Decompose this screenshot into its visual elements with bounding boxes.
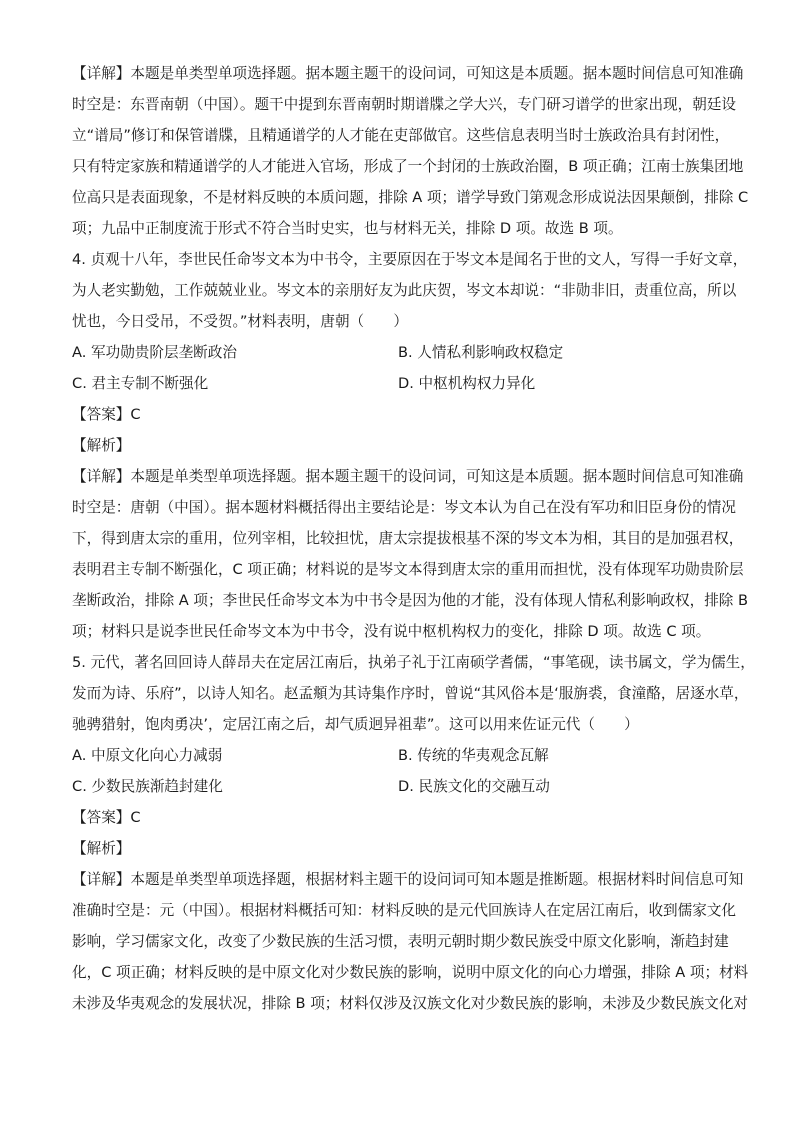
text-line: 【详解】本题是单类型单项选择题，根据材料主题干的设问词可知本题是推断题。根据材料时间信息可知 — [72, 871, 744, 888]
q4-stem — [72, 244, 748, 337]
q3-detail-paragraph — [72, 58, 749, 244]
text-line: 只有特定家族和精通谱学的人才能进入官场，形成了一个封闭的士族政治圈，B 项正确；江南士族集团地 — [72, 158, 744, 175]
text-line: 下，得到唐太宗的重用，位列宰相，比较担忧，唐太宗提拔根基不深的岑文本为相，其目的是加强君权， — [72, 530, 744, 547]
text-line: 忧也，今日受吊，不受贺。”材料表明，唐朝（ ） — [72, 313, 408, 330]
text-line: 垄断政治，排除 A 项；李世民任命岑文本为中书令是因为他的才能，没有体现人情私利影响政权，排除 B — [72, 592, 749, 609]
text-line: 时空是：唐朝（中国）。据本题材料概括得出主要结论是：岑文本认为自己在没有军功和旧臣身份的情况 — [72, 499, 737, 516]
q5-answer: 【答案】C — [72, 809, 141, 826]
q5-options-row-2 — [72, 771, 722, 802]
q5-analysis-heading: 【解析】 — [72, 840, 131, 857]
q5-detail-paragraph — [72, 864, 749, 1019]
q4-options-row-1 — [72, 337, 722, 368]
q5-option-d: D. 民族文化的交融互动 — [398, 778, 550, 795]
text-line: 【详解】本题是单类型单项选择题。据本题主题干的设问词，可知这是本质题。据本题时间信息可知准确 — [72, 65, 744, 82]
document-page — [72, 58, 755, 1019]
text-line: 驰骋猎射，饱肉勇决’，定居江南之后，却气质迥异祖辈”。这可以用来佐证元代（ ） — [72, 716, 639, 733]
text-line: 位高只是表面现象，不是材料反映的本质问题，排除 A 项；谱学导致门第观念形成说法因果颠倒，排除 C — [72, 189, 749, 206]
q4-answer: 【答案】C — [72, 406, 141, 423]
text-line: 5. 元代，著名回回诗人薛昂夫在定居江南后，执弟子礼于江南硕学耆儒，“事笔砚，读书属文，学为儒生， — [72, 654, 755, 671]
text-line: 立“谱局”修订和保管谱牒，且精通谱学的人才能在吏部做官。这些信息表明当时士族政治具有封闭性， — [72, 127, 730, 144]
text-line: 项；九品中正制度流于形式不符合当时史实，也与材料无关，排除 D 项。故选 B 项。 — [72, 220, 623, 237]
q4-analysis-heading: 【解析】 — [72, 437, 131, 454]
text-line: 为人老实勤勉，工作兢兢业业。岑文本的亲朋好友为此庆贺，岑文本却说：“非勋非旧，责重位高，所以 — [72, 282, 737, 299]
text-line: 时空是：东晋南朝（中国）。题干中提到东晋南朝时期谱牒之学大兴，专门研习谱学的世家出现，朝廷设 — [72, 96, 737, 113]
q4-option-d: D. 中枢机构权力异化 — [398, 375, 536, 392]
text-line: 化，C 项正确；材料反映的是中原文化对少数民族的影响，说明中原文化的向心力增强，排除 A 项；材料 — [72, 964, 749, 981]
q5-option-a: A. 中原文化向心力减弱 — [72, 747, 223, 764]
text-line: 发而为诗、乐府”，以诗人知名。赵孟頫为其诗集作序时，曾说“其风俗本是‘服旃裘，食潼酪，居逐水草， — [72, 685, 749, 702]
text-line: 4. 贞观十八年，李世民任命岑文本为中书令，主要原因在于岑文本是闻名于世的文人，写得一手好文章， — [72, 251, 748, 268]
text-line: 未涉及华夷观念的发展状况，排除 B 项；材料仅涉及汉族文化对少数民族的影响，未涉及少数民族文化对 — [72, 995, 749, 1012]
text-line: 准确时空是：元（中国）。根据材料概括可知：材料反映的是元代回族诗人在定居江南后，收到儒家文化 — [72, 902, 737, 919]
q4-option-c: C. 君主专制不断强化 — [72, 375, 209, 392]
q4-option-a: A. 军功勋贵阶层垄断政治 — [72, 344, 237, 361]
q5-option-b: B. 传统的华夷观念瓦解 — [398, 747, 549, 764]
text-line: 项；材料只是说李世民任命岑文本为中书令，没有说中枢机构权力的变化，排除 D 项。故选 C 项。 — [72, 623, 711, 640]
q5-options-row-1 — [72, 740, 722, 771]
q4-options-row-2 — [72, 368, 722, 399]
q4-detail-paragraph — [72, 461, 749, 647]
q4-option-b: B. 人情私利影响政权稳定 — [398, 344, 564, 361]
q5-stem — [72, 647, 755, 740]
text-line: 表明君主专制不断强化，C 项正确；材料说的是岑文本得到唐太宗的重用而担忧，没有体现军功勋贵阶层 — [72, 561, 744, 578]
text-line: 影响，学习儒家文化，改变了少数民族的生活习惯，表明元朝时期少数民族受中原文化影响，渐趋封建 — [72, 933, 729, 950]
q5-option-c: C. 少数民族渐趋封建化 — [72, 778, 223, 795]
text-line: 【详解】本题是单类型单项选择题。据本题主题干的设问词，可知这是本质题。据本题时间信息可知准确 — [72, 468, 744, 485]
